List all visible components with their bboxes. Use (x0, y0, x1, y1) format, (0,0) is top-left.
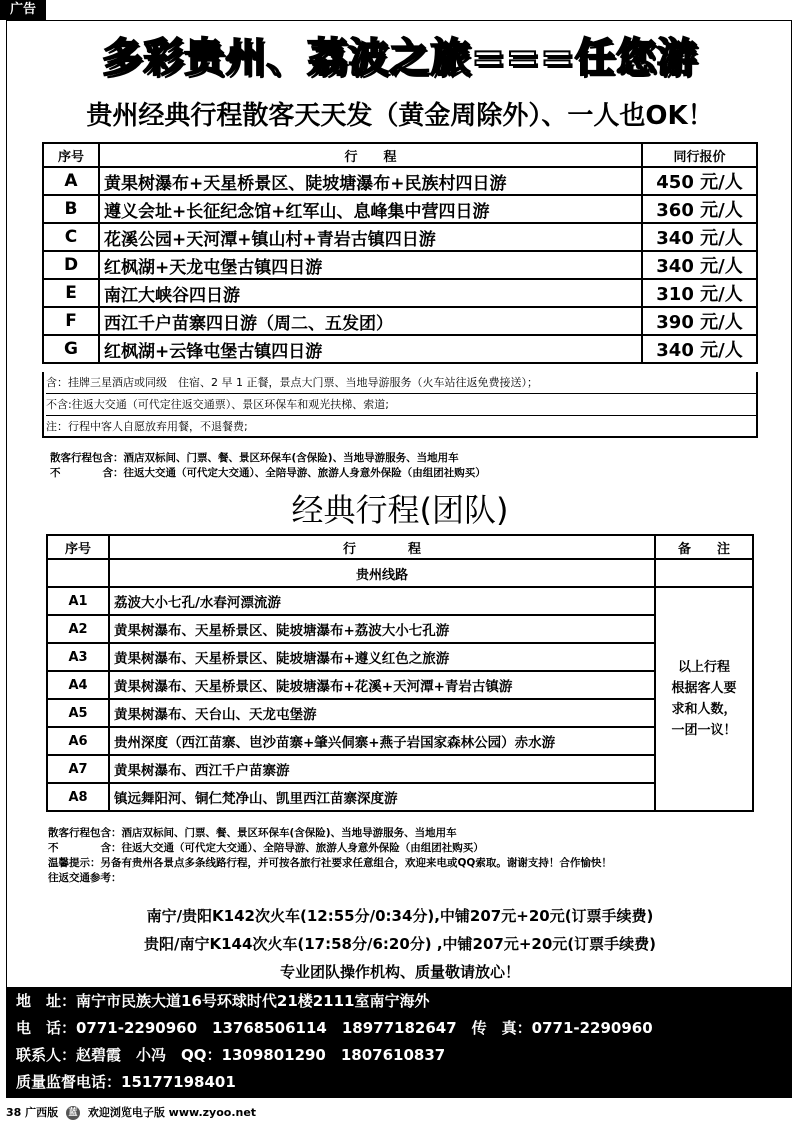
excluded-line: 不 含：往返大交通（可代定大交通）、全陪导游、旅游人身意外保险（由组团社购买） (50, 467, 486, 479)
row-price: 390 元/人 (642, 307, 757, 335)
row-code: G (43, 335, 99, 363)
ad-tag: 广告 (0, 0, 46, 20)
quality-slogan: 专业团队操作机构、质量敬请放心！ (279, 963, 520, 981)
row-code: A5 (47, 699, 109, 727)
included-line: 散客行程包含：酒店双标间、门票、餐、景区环保车(含保险)、当地导游服务、当地用车 (48, 827, 457, 839)
address-line: 地 址：南宁市民族大道16号环球时代21楼2111室南宁海外 (16, 992, 430, 1010)
table1-notes (42, 372, 758, 438)
remark-line: 根据客人要 (671, 681, 737, 696)
individual-tour-table (42, 142, 758, 364)
row-code: A7 (47, 755, 109, 783)
train-k144: 贵阳/南宁K144次火车(17:58分/6:20分) ,中铺207元+20元(订票手续费) (143, 935, 657, 953)
table-row (43, 251, 757, 279)
row-route: 荔波大小七孔/水春河漂流游 (109, 587, 655, 615)
col-header-price: 同行报价 (642, 143, 757, 167)
table-header-row (47, 535, 753, 559)
section-blank (47, 559, 109, 587)
col-header-remark: 备 注 (655, 535, 753, 559)
table-row (47, 587, 753, 615)
col-header-no: 序号 (47, 535, 109, 559)
row-route: 镇远舞阳河、铜仁梵净山、凯里西江苗寨深度游 (109, 783, 655, 811)
note-included: 含：挂牌三星酒店或同级 住宿、2 早 1 正餐，景点大门票、当地导游服务（火车站往返免费接送）； (46, 372, 756, 394)
row-code: F (43, 307, 99, 335)
train-k142: 南宁/贵阳K142次火车(12:55分/0:34分),中铺207元+20元(订票手续费) (146, 907, 654, 925)
section-row (47, 559, 753, 587)
row-price: 340 元/人 (642, 335, 757, 363)
scatter-notes-2 (48, 826, 612, 886)
page-number: 38 (6, 1106, 22, 1119)
footer (6, 1104, 256, 1122)
contact-panel (6, 988, 792, 1098)
row-price: 360 元/人 (642, 195, 757, 223)
row-code: A3 (47, 643, 109, 671)
table-row (47, 671, 753, 699)
row-route: 西江千户苗寨四日游（周二、五发团） (99, 307, 642, 335)
section-title: 贵州线路 (109, 559, 655, 587)
included-line: 散客行程包含：酒店双标间、门票、餐、景区环保车(含保险)、当地导游服务、当地用车 (50, 452, 459, 464)
note-meal: 注：行程中客人自愿放弃用餐，不退餐费; (46, 420, 248, 433)
row-code: A2 (47, 615, 109, 643)
row-route: 遵义会址+长征纪念馆+红军山、息峰集中营四日游 (99, 195, 642, 223)
table-row (47, 755, 753, 783)
group-tour-title: 经典行程(团队) (291, 491, 509, 529)
col-header-route: 行 程 (99, 143, 642, 167)
remark-line: 求和人数， (671, 702, 737, 717)
row-code: D (43, 251, 99, 279)
brand-logo-icon: 蓝 (66, 1106, 80, 1120)
table-row (43, 223, 757, 251)
row-route: 黄果树瀑布、天星桥景区、陡坡塘瀑布+花溪+天河潭+青岩古镇游 (109, 671, 655, 699)
supervision-line: 质量监督电话：15177198401 (16, 1073, 236, 1091)
row-route: 黄果树瀑布、天星桥景区、陡坡塘瀑布+遵义红色之旅游 (109, 643, 655, 671)
col-header-no: 序号 (43, 143, 99, 167)
tip-line: 温馨提示：另备有贵州各景点多条线路行程，并可按各旅行社要求任意组合，欢迎来电或QQ索取。谢谢支持！合作愉快！ (48, 857, 612, 869)
note-excluded: 不含:往返大交通（可代定往返交通票）、景区环保车和观光扶梯、索道; (46, 394, 756, 416)
row-route: 黄果树瀑布+天星桥景区、陡坡塘瀑布+民族村四日游 (99, 167, 642, 195)
table-row (43, 195, 757, 223)
row-route: 红枫湖+云锋屯堡古镇四日游 (99, 335, 642, 363)
table-header-row (43, 143, 757, 167)
transport-ref-label: 往返交通参考： (48, 872, 122, 884)
row-code: A8 (47, 783, 109, 811)
table-row (43, 307, 757, 335)
table-row (47, 727, 753, 755)
edition-label: 广西版 (25, 1106, 59, 1119)
row-code: A1 (47, 587, 109, 615)
transport-info (0, 902, 800, 986)
headline: 多彩贵州、荔波之旅===任您游 (102, 35, 698, 81)
row-price: 340 元/人 (642, 251, 757, 279)
table-row (43, 335, 757, 363)
row-code: A (43, 167, 99, 195)
scatter-notes-1 (50, 451, 486, 481)
row-route: 黄果树瀑布、天台山、天龙屯堡游 (109, 699, 655, 727)
subhead: 贵州经典行程散客天天发（黄金周除外）、一人也OK！ (86, 101, 714, 131)
remark-line: 以上行程 (677, 660, 730, 675)
excluded-line: 不 含：往返大交通（可代定大交通）、全陪导游、旅游人身意外保险（由组团社购买） (48, 842, 484, 854)
row-code: E (43, 279, 99, 307)
row-code: A4 (47, 671, 109, 699)
row-route: 贵州深度（西江苗寨、岜沙苗寨+肇兴侗寨+燕子岩国家森林公园）赤水游 (109, 727, 655, 755)
row-price: 310 元/人 (642, 279, 757, 307)
table-row (47, 643, 753, 671)
row-price: 450 元/人 (642, 167, 757, 195)
row-route: 花溪公园+天河潭+镇山村+青岩古镇四日游 (99, 223, 642, 251)
table-row (47, 699, 753, 727)
row-code: A6 (47, 727, 109, 755)
row-route: 黄果树瀑布、天星桥景区、陡坡塘瀑布+荔波大小七孔游 (109, 615, 655, 643)
table-row (47, 615, 753, 643)
col-header-route: 行 程 (109, 535, 655, 559)
row-route: 红枫湖+天龙屯堡古镇四日游 (99, 251, 642, 279)
remark-line: 一团一议！ (671, 723, 737, 738)
table-row (43, 167, 757, 195)
group-tour-table (46, 534, 754, 812)
row-code: B (43, 195, 99, 223)
contact-people-line: 联系人：赵碧霞 小冯 QQ：1309801290 1807610837 (16, 1046, 446, 1064)
table-row (43, 279, 757, 307)
row-route: 南江大峡谷四日游 (99, 279, 642, 307)
website-text[interactable]: 欢迎浏览电子版 www.zyoo.net (87, 1106, 257, 1119)
section-blank (655, 559, 753, 587)
row-route: 黄果树瀑布、西江千户苗寨游 (109, 755, 655, 783)
table-row (47, 783, 753, 811)
row-price: 340 元/人 (642, 223, 757, 251)
phone-line: 电 话：0771-2290960 13768506114 18977182647 传 真：0771-2290960 (16, 1019, 653, 1037)
row-code: C (43, 223, 99, 251)
remark-cell (655, 587, 753, 811)
